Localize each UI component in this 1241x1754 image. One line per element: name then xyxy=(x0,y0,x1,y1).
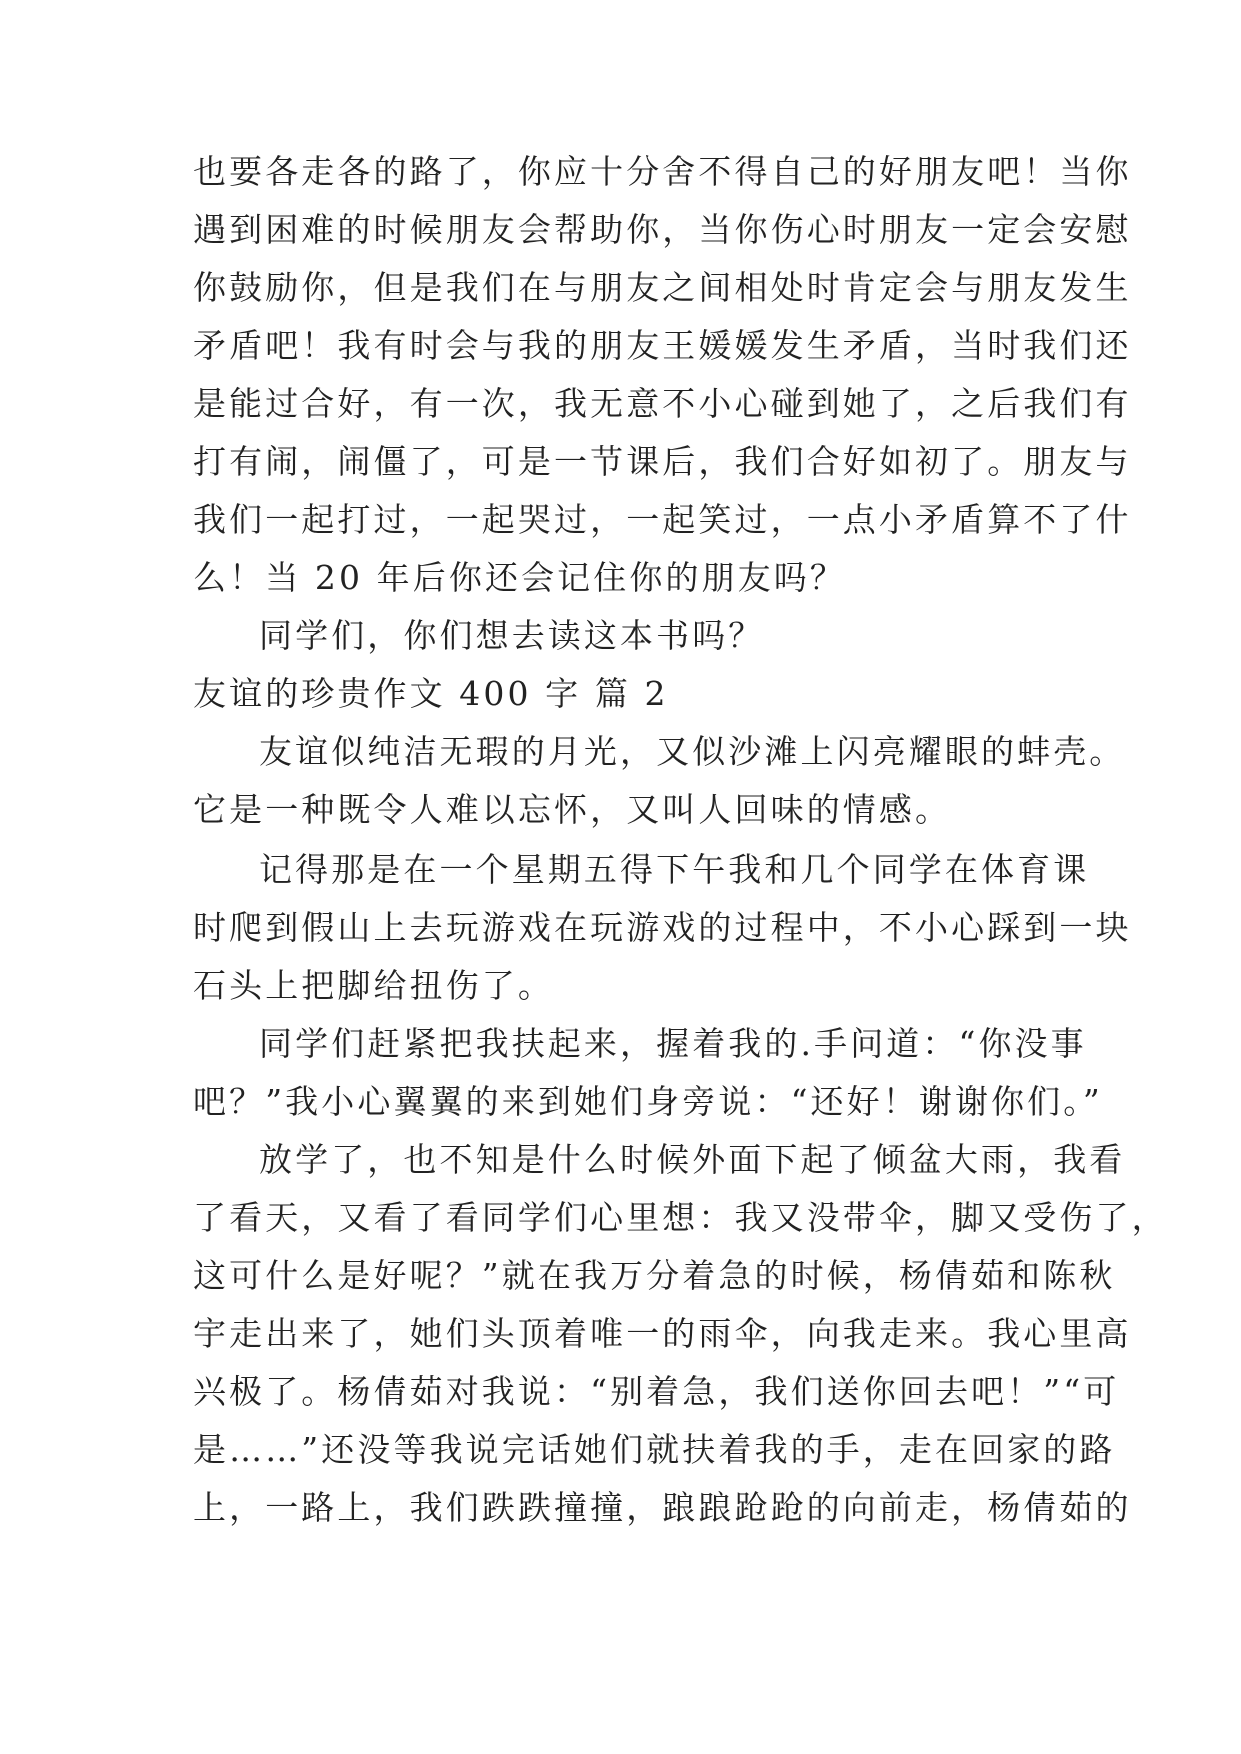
paragraph-start: 同学们，你们想去读这本书吗？ xyxy=(259,616,765,655)
text-line: 石头上把脚给扭伤了。 xyxy=(193,966,554,1005)
text-line: 打有闹，闹僵了，可是一节课后，我们合好如初了。朋友与 xyxy=(193,442,1132,481)
text-line: 我们一起打过，一起哭过，一起笑过，一点小矛盾算不了什 xyxy=(193,500,1132,539)
paragraph-start: 放学了，也不知是什么时候外面下起了倾盆大雨，我看 xyxy=(259,1140,1126,1179)
paragraph-start: 同学们赶紧把我扶起来，握着我的.手问道：“你没事 xyxy=(259,1024,1087,1063)
text-line: 兴极了。杨倩茹对我说：“别着急，我们送你回去吧！”“可 xyxy=(193,1372,1120,1411)
section-heading: 友谊的珍贵作文 400 字 篇 2 xyxy=(193,674,669,713)
text-line: 上，一路上，我们跌跌撞撞，踉踉跄跄的向前走，杨倩茹的 xyxy=(193,1488,1132,1527)
text-line: 矛盾吧！我有时会与我的朋友王媛媛发生矛盾，当时我们还 xyxy=(193,326,1132,365)
paragraph-start: 记得那是在一个星期五得下午我和几个同学在体育课 xyxy=(259,850,1090,889)
text-line: 宇走出来了，她们头顶着唯一的雨伞，向我走来。我心里高 xyxy=(193,1314,1132,1353)
text-line: 时爬到假山上去玩游戏在玩游戏的过程中，不小心踩到一块 xyxy=(193,908,1132,947)
text-line: 吧？”我小心翼翼的来到她们身旁说：“还好！谢谢你们。” xyxy=(193,1082,1103,1121)
text-line: 么！当 20 年后你还会记住你的朋友吗？ xyxy=(193,558,846,597)
text-line: 也要各走各的路了，你应十分舍不得自己的好朋友吧！当你 xyxy=(193,152,1132,191)
text-line: 遇到困难的时候朋友会帮助你，当你伤心时朋友一定会安慰 xyxy=(193,210,1132,249)
text-line: 它是一种既令人难以忘怀，又叫人回味的情感。 xyxy=(193,790,952,829)
text-line: 是能过合好，有一次，我无意不小心碰到她了，之后我们有 xyxy=(193,384,1132,423)
text-line: 了看天，又看了看同学们心里想：我又没带伞，脚又受伤了， xyxy=(193,1198,1168,1237)
text-line: 这可什么是好呢？”就在我万分着急的时候，杨倩茹和陈秋 xyxy=(193,1256,1116,1295)
text-line: 你鼓励你，但是我们在与朋友之间相处时肯定会与朋友发生 xyxy=(193,268,1132,307)
paragraph-start: 友谊似纯洁无瑕的月光，又似沙滩上闪亮耀眼的蚌壳。 xyxy=(259,732,1126,771)
text-line: 是……”还没等我说完话她们就扶着我的手，走在回家的路 xyxy=(193,1430,1116,1469)
